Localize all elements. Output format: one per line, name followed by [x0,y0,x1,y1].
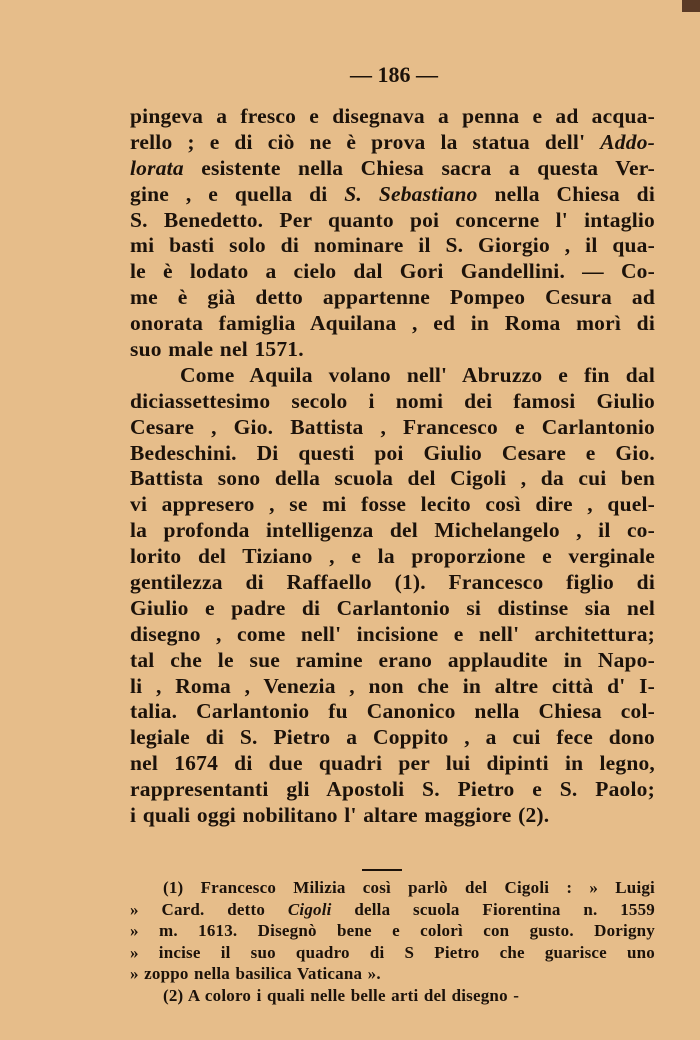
text-segment: suo male nel 1571. [130,337,304,362]
text-segment: gine , e quella di [130,181,345,206]
text-line [130,751,655,777]
text-line [130,259,655,285]
text-line [130,311,655,337]
italic-text: Cigoli [287,899,332,919]
text-segment: la profonda intelligenza del Michelangelo , il co- [130,518,655,543]
text-line [130,622,655,648]
footnote-line [130,985,655,1007]
text-segment: rappresentanti gli Apostoli S. Pietro e S. Paolo; [130,777,655,802]
footnote-line [130,877,655,899]
text-segment: diciassettesimo secolo i nomi dei famosi Giulio [130,388,655,413]
footnotes [130,877,655,1007]
text-line [130,337,655,363]
footnote-line [130,899,655,921]
text-segment: esistente nella Chiesa sacra a questa Ver- [183,155,655,180]
text-segment: mi basti solo di nominare il S. Giorgio , il qua- [130,233,655,258]
text-segment: disegno , come nell' incisione e nell' architettura; [130,621,655,646]
text-line [130,699,655,725]
italic-text: lorata [130,155,184,180]
text-segment: della scuola Fiorentina n. 1559 [331,899,655,919]
main-text [130,104,655,829]
text-segment: me è già detto appartenne Pompeo Cesura ad [130,285,655,310]
text-line [130,415,655,441]
text-line [130,233,655,259]
text-segment: legiale di S. Pietro a Coppito , a cui fece dono [130,725,655,750]
scan-edge-mark [682,0,700,12]
text-segment: Come Aquila volano nell' Abruzzo e fin dal [180,362,655,387]
text-segment: lorito del Tiziano , e la proporzione e verginale [130,544,655,569]
text-segment: » m. 1613. Disegnò bene e colorì con gusto. Dorigny [130,921,655,941]
text-line [130,104,655,130]
text-line [130,441,655,467]
text-line [130,725,655,751]
text-line [130,648,655,674]
text-segment: gentilezza di Raffaello (1). Francesco figlio di [130,570,655,595]
text-line [130,208,655,234]
text-line [130,674,655,700]
footnote-line [130,942,655,964]
text-segment: (1) Francesco Milizia così parlò del Cigoli : » Luigi [163,878,655,897]
text-line [130,389,655,415]
text-segment: » zoppo nella basilica Vaticana ». [130,964,381,984]
italic-text: S. Sebastiano [344,181,478,206]
text-segment: nel 1674 di due quadri per lui dipinti in legno, [130,751,655,776]
text-segment: Battista sono della scuola del Cigoli , da cui ben [130,466,655,491]
footnote-separator [362,869,402,871]
text-segment: nella Chiesa di [477,181,655,206]
text-line [130,466,655,492]
footnote-line [130,920,655,942]
text-segment: » incise il suo quadro di S Pietro che guarisce uno [130,942,655,962]
italic-text: Addo- [600,129,655,154]
text-line [130,570,655,596]
text-segment: i quali oggi nobilitano l' altare maggiore (2). [130,803,550,828]
text-line [130,803,655,829]
text-segment: Bedeschini. Di questi poi Giulio Cesare e Gio. [130,440,655,465]
text-segment: S. Benedetto. Per quanto poi concerne l' intaglio [130,207,655,232]
text-line [130,156,655,182]
text-segment: tal che le sue ramine erano applaudite in Napo- [130,647,655,672]
text-segment: pingeva a fresco e disegnava a penna e ad acqua- [130,104,655,128]
text-line [130,518,655,544]
text-line [130,492,655,518]
text-segment: talia. Carlantonio fu Canonico nella Chiesa col- [130,699,655,724]
text-segment: rello ; e di ciò ne è prova la statua dell' [130,129,601,154]
text-line [130,182,655,208]
text-line [130,544,655,570]
text-line [130,363,655,389]
text-segment: (2) A coloro i quali nelle belle arti del disegno - [163,985,520,1005]
page-number: — 186 — [350,62,438,87]
text-segment: Giulio e padre di Carlantonio si distinse sia nel [130,595,655,620]
text-line [130,285,655,311]
footnote-line [130,963,655,985]
text-segment: li , Roma , Venezia , non che in altre città d' I- [130,673,655,698]
text-line [130,777,655,803]
text-line [130,596,655,622]
text-segment: le è lodato a cielo dal Gori Gandellini. — Co- [130,259,655,284]
text-segment: Cesare , Gio. Battista , Francesco e Carlantonio [130,414,655,439]
text-segment: vi appresero , se mi fosse lecito così dire , quel- [130,492,655,517]
text-segment: onorata famiglia Aquilana , ed in Roma morì di [130,311,655,336]
text-line [130,130,655,156]
text-segment: » Card. detto [130,899,288,919]
